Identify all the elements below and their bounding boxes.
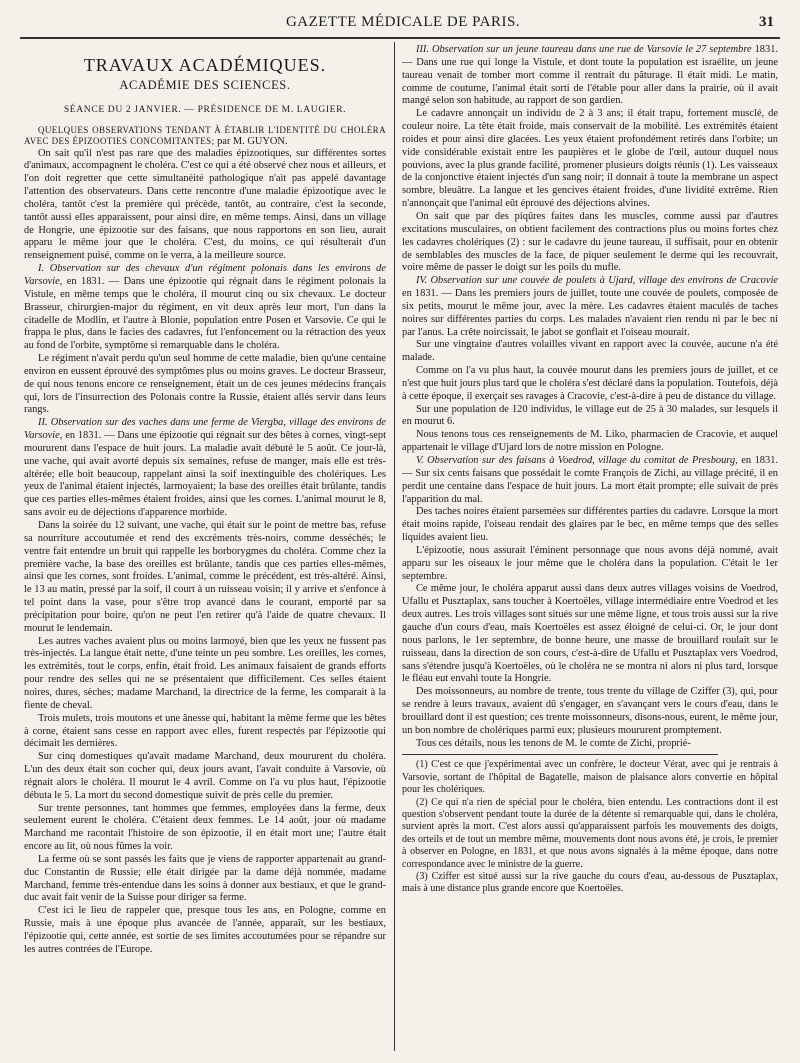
footnote: (3) Cziffer est situé aussi sur la rive gauche du cours d'eau, au-dessous de Pusztaplax, mais à une distance plus grande encore que Koertoëles. — [402, 871, 778, 895]
paragraph — [402, 275, 778, 339]
paragraph-body: en 1831. — Sur six cents faisans que possédait le comte François de Zichi, au village précité, il en perdit une centaine dans l'espace de huit jours. La mort était prompte; elle suivait de près l'apparition du mal. — [402, 455, 778, 505]
footnotes — [402, 759, 778, 895]
paragraph: C'est ici le lieu de rappeler que, presque tous les ans, en Pologne, comme en Russie, mais à une époque plus avancée de l'année, apparaît, sur les bestiaux, l'épizootie qui, cette année, est sortie de ses limites accoutumées pour se répandre sur les autres contrées de l'Europe. — [24, 905, 386, 955]
observation-heading: I. Observation sur des chevaux d'un régiment polonais dans les environs de Varsovie, — [24, 263, 386, 287]
paragraph: Des taches noires étaient parsemées sur différentes parties du cadavre. Lorsque la mort était moins rapide, l'oiseau rendait des glaires par le bec, en même temps que des selles liquides avaient lieu. — [402, 506, 778, 544]
paragraph: Tous ces détails, nous les tenons de M. le comte de Zichi, proprié- — [416, 737, 691, 749]
paragraph: On sait qu'il n'est pas rare que des maladies épizootiques, sur différentes sortes d'animaux, accompagnent le choléra. C'est ce qui a été observé chez nous et ailleurs, et l'on doit regretter que cette simultanéité pathologique n'ait pas appelé davantage l'attention des observateurs. Dans cette rencontre d'une maladie épizootique avec le choléra, tantôt c'est la première qui précède, tantôt, au contraire, c'est la seconde, tantôt aussi elles apparaissent, pour ainsi dire, en même temps. Ainsi, dans un village de Hongrie, une épizootie sur des faisans, que nous rapportons en son lieu, aurait apparu le même jour que le choléra. C'est, du moins, ce qui résulterait d'un renseignement puisé, comme on le verra, à la meilleure source. — [24, 147, 386, 262]
section-title: TRAVAUX ACADÉMIQUES. — [83, 55, 327, 75]
paragraph-body: en 1831. — Dans les premiers jours de juillet, toute une couvée de poulets, composée de six petits, mourut le même jour, avec la mère. Les cadavres étaient maculés de taches noires sur différentes parties du corps. Les malades n'avaient rien rendu ni par le bec ni par l'anus. La crête noircissait, le jabot se gonflait et l'oiseau mourait. — [402, 288, 778, 338]
paragraph-body: 1831. — Dans une rue qui longe la Vistule, et dont toute la population est israélite, un jeune taureau venait de tomber mort comme il rentrait du pâturage. Il était midi. Le matin, comme de coutume, l'animal était sorti de l'étable pour aller dans la prairie, où il avait mangé selon son habitude, au rapport de son gardien. — [402, 44, 778, 107]
section-subtitle: ACADÉMIE DES SCIENCES. — [119, 77, 291, 92]
left-column — [24, 44, 386, 1053]
paragraph — [402, 455, 778, 506]
paragraph: La ferme où se sont passés les faits que je viens de rapporter appartenait au grand-duc Constantin de Russie; elle était dirigée par la dame déjà nommée, madame Marchand, femme très-entendue dans les soins à donner aux bestiaux, et que le grand-duc avait fait venir de la Suisse pour diriger sa ferme. — [24, 853, 386, 904]
column-divider — [394, 42, 395, 1051]
paragraph — [402, 44, 778, 108]
footnote-rule — [402, 754, 718, 755]
paragraph: Sur une vingtaine d'autres volailles vivant en rapport avec la couvée, aucune n'a été malade. — [402, 339, 778, 364]
paragraph: Des moissonneurs, au nombre de trente, tous trente du village de Cziffer (3), qui, pour se rendre à leurs travaux, avaient dû s'engager, en s'avançant vers le cours d'eau, dans le brouillard dont il est question; ces trente moissonneurs, disons-nous, eurent, le même jour, un bon nombre de cholériques parmi eux; plusieurs moururent promptement. — [402, 686, 778, 736]
right-column — [402, 44, 778, 1053]
observation-heading: II. Observation sur des vaches dans une ferme de Viergba, village des environs de Varsovie, — [24, 417, 386, 442]
paragraph: On sait que par des piqûres faites dans les muscles, comme aussi par d'autres excitations musculaires, on obtient facilement des contractions plus ou moins fortes chez les cadavres cholériques (2) : sur le cadavre du jeune taureau, il suffisait, pour en obtenir de semblables des muscles de la face, de piquer seulement le derme qui les recouvrait, voire même de passer le doigt sur les poils du mufle. — [402, 210, 778, 274]
session-line: SÉANCE DU 2 JANVIER. — PRÉSIDENCE DE M. LAUGIER. — [63, 103, 347, 115]
paragraph: Comme on l'a vu plus haut, la couvée mourut dans les premiers jours de juillet, et ce n'est que huit jours plus tard que le choléra s'est déclaré dans la population. Toutefois, déjà à cette époque, il exerçait ses ravages à Cracovie, c'est-à-dire à peu de distance du village. — [402, 365, 778, 402]
observation-heading: V. Observation sur des faisans à Voedrod, village du comitat de Presbourg, — [416, 455, 738, 466]
paragraph: Trois mulets, trois moutons et une ânesse qui, habitant la même ferme que les bêtes à corne, étaient sans cesse en rapport avec elles, furent respectés par l'épizootie qui décimait les dernières. — [24, 712, 386, 750]
paragraph: Les autres vaches avaient plus ou moins larmoyé, bien que les yeux ne fussent pas très-injectés. La langue était nette, d'une teinte un peu sombre. Les oreilles, les cornes, les extrémités, tout le corps, enfin, était froid. Les animaux faisaient de grands efforts pour rendre des selles qui ne se présentaient que difficilement. Ces selles étaient noires, dures, sèches; madame Marchand, la directrice de la ferme, les comparait à la fiente de cheval. — [24, 635, 386, 711]
observation-heading: III. Observation sur un jeune taureau dans une rue de Varsovie le 27 septembre — [416, 44, 752, 55]
paragraph: Le cadavre annonçait un individu de 2 à 3 ans; il était trapu, fortement musclé, de couleur noire. La tête était froide, mais conservait de la mobilité. Les extrémités étaient roides et pour ainsi dire glacées. Les yeux étaient profondément retirés dans l'orbite; un vide considérable existait entre les paupières et le globe de l'œil, autour duquel nous pouvions, avec la plus grande facilité, promener plusieurs doigts réunis (1). Les vaisseaux de la conjonctive étaient injectés d'un sang noir; il donnait à toute la membrane un aspect sombre, bleuâtre. La langue et les gencives étaient froides, d'une lividité extrême. Rien n'annonçait que l'animal eût éprouvé des déjections alvines. — [402, 108, 778, 210]
footnote: (2) Ce qui n'a rien de spécial pour le choléra, bien entendu. Les contractions dont il est question s'observent pendant toute la durée de la détente si remarquable qui, dans le choléra, survient après la mort. C'est alors aussi qu'apparaissent parfois les mouvements des doigts, des orteils et de tout un membre même, mouvements dont nous avons été, je crois, le premier à observer en Pologne, en 1831, et que nous avons signalés à la même époque, dans notre correspondance avec le ministre de la guerre. — [402, 796, 778, 870]
article-title — [24, 125, 386, 148]
paragraph: Sur une population de 120 individus, le village eut de 25 à 30 malades, sur lesquels il en mourut 6. — [402, 403, 778, 428]
article-author: par M. GUYON. — [214, 136, 288, 148]
paragraph-body: en 1831. — Dans une épizootie qui régnait sur des bêtes à cornes, vingt-sept moururent dans l'espace de huit jours. La maladie avait débuté le 5 août. Ce jour-là, une vache, qui avait avorté depuis six semaines, refuse de manger, mais elle est très-altérée; elle boit beaucoup, rappelant ainsi la soif inextinguible des cholériques. Les yeux de l'animal étaient injectés, larmoyaient; la base des oreilles était brûlante, tandis que ces parties elles-mêmes étaient froides, ainsi que les cornes. L'animal mourut le 8, sans avoir eu de déjections d'apparence morbide. — [24, 430, 386, 519]
article-title-text: QUELQUES OBSERVATIONS TENDANT À ÉTABLIR L'IDENTITÉ DU CHOLÉRA AVEC DES ÉPIZOOTIES CONCOMITANTES; — [24, 124, 386, 147]
header-rule — [20, 37, 780, 39]
paragraph: Sur trente personnes, tant hommes que femmes, employées dans la ferme, deux seulement eurent le choléra. C'étaient deux femmes. Le 14 août, jour où madame Marchand me racontait l'histoire de son épizootie, il en était mort une; l'autre était encore au lit, où nous fûmes la voir. — [24, 802, 386, 853]
paragraph — [24, 417, 386, 520]
paragraph: Sur cinq domestiques qu'avait madame Marchand, deux moururent du choléra. L'un des deux était son cocher qui, deux jours avant, l'avait conduite à Varsovie, où régnait alors le choléra. Il mourut le 4 avril. Comme on l'a vu plus haut, l'épizootie débuta le 5. La mort du second domestique suivit de près celle du premier. — [24, 751, 386, 801]
footnote: (1) C'est ce que j'expérimentai avec un confrère, le docteur Vérat, avec qui je rentrais à Varsovie, sortant de l'hôpital de Bagatelle, maison de plaisance alors convertie en hôpital pour les cholériques. — [402, 759, 778, 796]
paragraph: Nous tenons tous ces renseignements de M. Liko, pharmacien de Cracovie, et auquel appartenait le village d'Ujard lors de notre mission en Pologne. — [402, 429, 778, 454]
paragraph-body: en 1831. — Dans une épizootie qui régnait dans le régiment polonais la Vistule, en même temps que le choléra, il mourut cinq ou six chevaux. Le docteur Brasseur, chirurgien-major du régiment, en vit deux après leur mort, l'un dans la citadelle de Modlin, et l'autre à Blonie, population entre Posen et Varsovie. Ce qui le frappa le plus, dans le facies des cadavres, fut l'enfoncement ou la rétraction des yeux au fond de l'orbite, symptôme si remarquable dans le choléra. — [24, 275, 386, 352]
observation-heading: IV. Observation sur une couvée de poulets à Ujard, village des environs de Cracovie — [416, 275, 778, 287]
journal-title: GAZETTE MÉDICALE DE PARIS. — [285, 14, 521, 30]
paragraph: Ce même jour, le choléra apparut aussi dans deux autres villages voisins de Voedrod, Ufallu et Pusztaplax, sans toucher à Koertoëles, village intermédiaire entre Voedrod et les deux autres. Les trois villages sont situés sur une même ligne, et tous trois aussi sur la rive gauche d'un cours d'eau, mais Koertoëles est assez éloigné de celui-ci. Or, le jour dont nous parlons, le 1er septembre, de bonne heure, une masse de brouillard roulait sur le ruisseau, dans la direction de son cours, c'est-à-dire de Ufallu et Pusztaplax vers Voedrod, sans s'étendre jusqu'à Koertoëles, où le choléra ne se montra ni alors ni plus tard, lorsque le fléau eut envahi toute la Hongrie. — [402, 583, 778, 685]
page-number: 31 — [759, 14, 774, 30]
paragraph: Le régiment n'avait perdu qu'un seul homme de cette maladie, bien qu'une centaine environ en eussent éprouvé des symptômes plus ou moins graves. Le docteur Brasseur, de qui nous tenons encore ce renseignement, était un de ces jeunes médecins français qui, lors de l'insurrection des Polonais contre la Russie, étaient allés servir dans leurs rangs. — [24, 353, 386, 416]
page-header — [28, 14, 778, 36]
paragraph — [24, 263, 386, 353]
paragraph: L'épizootie, nous assurait l'éminent personnage que nous avons déjà nommé, avait apparu sur les oiseaux le jour même que le choléra dans la population. C'était le 1er septembre. — [402, 544, 778, 582]
paragraph: Dans la soirée du 12 suivant, une vache, qui était sur le point de mettre bas, refuse sa nourriture accoutumée et rend des excréments très-noirs, comme desséchés; le ventre fait entendre un bruit qui rappelle les borborygmes du choléra. Comme chez la première vache, la base des oreilles est brûlante, tandis que ces parties elles-mêmes, ainsi que les cornes, sont froides. L'animal, comme le précédent, est très-altéré. Ainsi, le 13 au matin, pressé par la soif, il court à un ruisseau voisin; il y arrive et s'enfonce à tel point dans la vase, pour s'être trop avancé dans le courant, emporté par sa précipitation pour boire, qu'on ne peut l'en retirer qu'à l'aide de quatre chevaux. Il mourut le lendemain. — [24, 520, 386, 634]
